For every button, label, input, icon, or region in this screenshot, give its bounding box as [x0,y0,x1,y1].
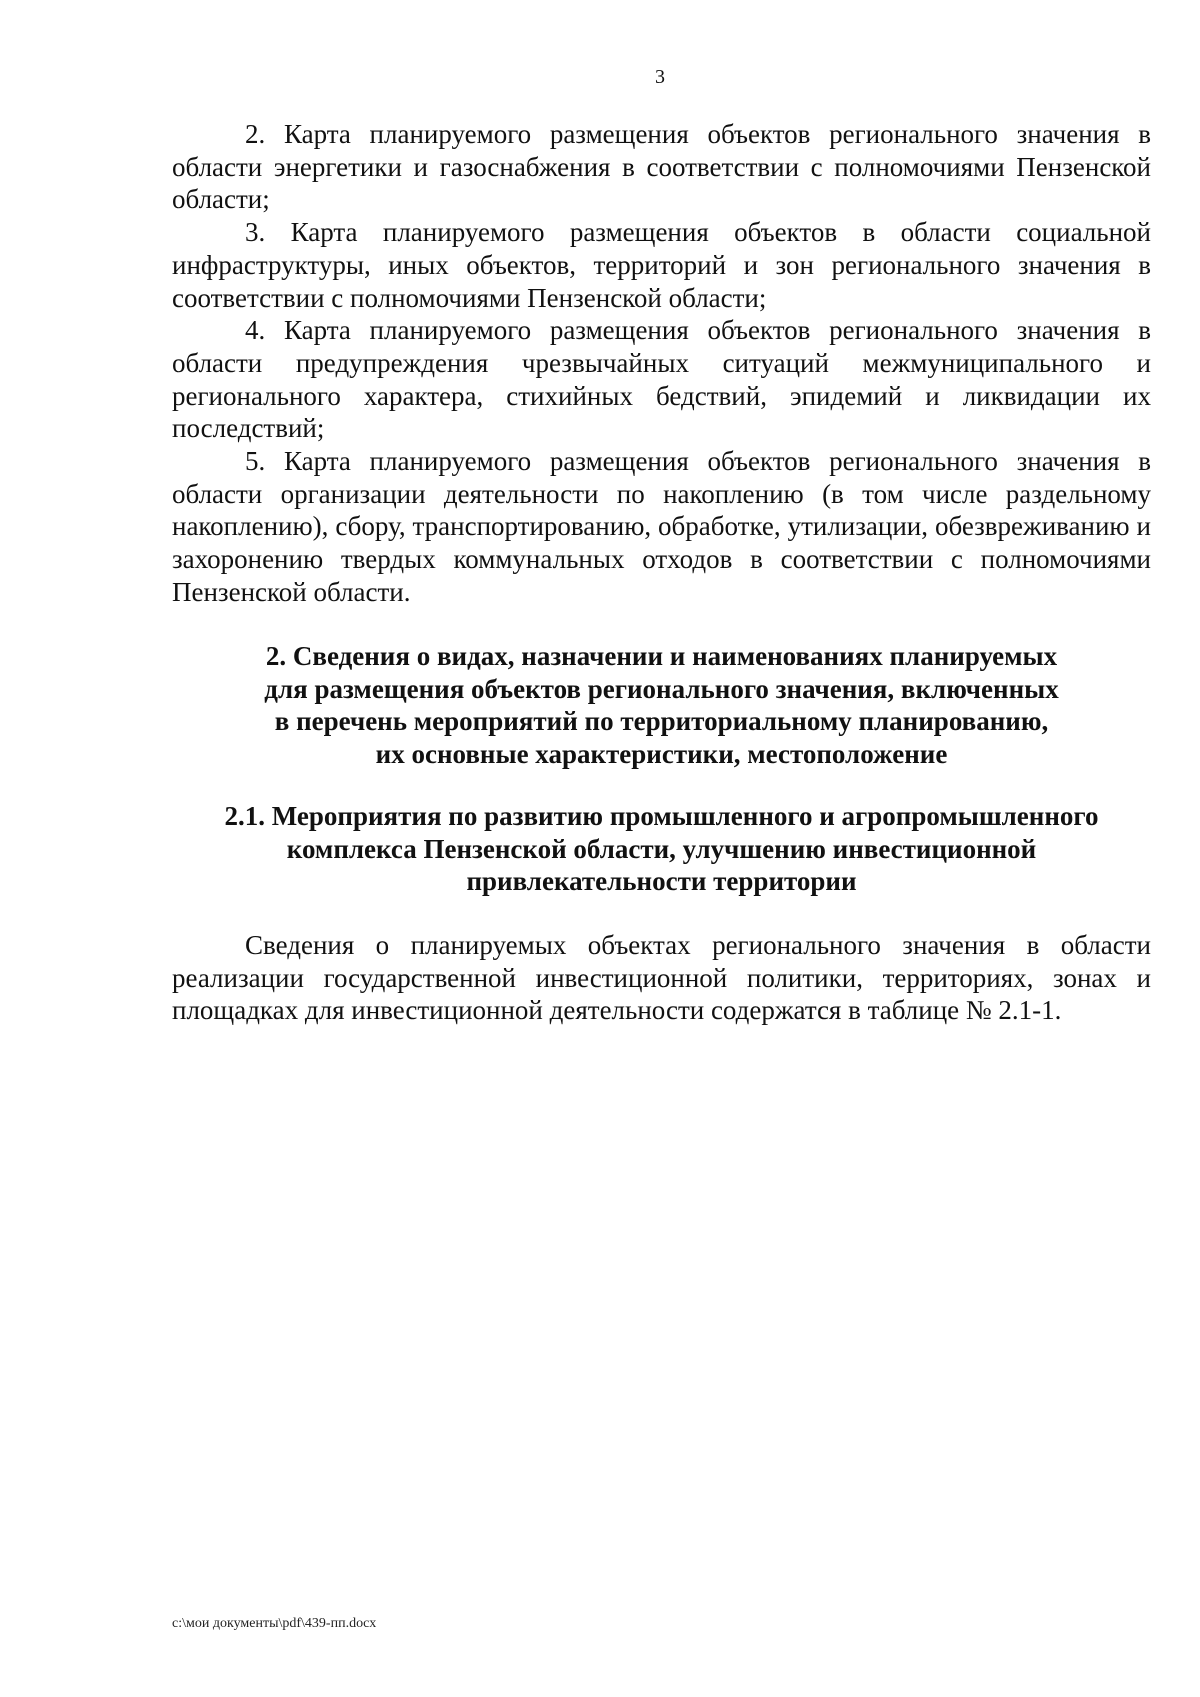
heading-line: комплекса Пензенской области, улучшению инвестиционной [286,833,1037,864]
heading-line: 2. Сведения о видах, назначении и наименованиях планируемых [265,641,1058,671]
heading-line: их основные характеристики, местоположение [375,739,948,770]
heading-line: привлекательности территории [466,866,857,897]
map-list [172,118,1151,609]
list-item: 4. Карта планируемого размещения объектов регионального значения в области предупреждения чрезвычайных ситуаций межмуниципального и регионального характера, стихийных бедствий, эпидемий и ликвидации их последствий; [172,315,1151,444]
list-item: 3. Карта планируемого размещения объектов в области социальной инфраструктуры, иных объектов, территорий и зон регионального значения в соответствии с полномочиями Пензенской области; [172,217,1151,313]
list-item: 5. Карта планируемого размещения объектов регионального значения в области организации деятельности по накоплению (в том числе раздельному накоплению), сбору, транспортированию, обработке, утилизации, обезвреживанию и захоронению твердых коммунальных отходов в соответствии с полномочиями Пензенской области. [172,446,1151,607]
heading-line: для размещения объектов регионального значения, включенных [264,673,1059,704]
list-item: 2. Карта планируемого размещения объектов регионального значения в области энергетики и газоснабжения в соответствии с полномочиями Пензенской области; [172,119,1151,215]
section-2-1-heading [172,800,1151,898]
section-2-heading [172,640,1151,771]
heading-line: в перечень мероприятий по территориальному планированию, [274,706,1049,737]
page-number: 3 [655,66,665,88]
heading-line: 2.1. Мероприятия по развитию промышленного и агропромышленного [224,801,1099,831]
closing-paragraph: Сведения о планируемых объектах регионального значения в области реализации государственной инвестиционной политики, территориях, зонах и площадках для инвестиционной деятельности содержатся в таблице № 2.1-1. [172,930,1151,1026]
footer-file-path: c:\мои документы\pdf\439-пп.docx [172,1616,377,1631]
